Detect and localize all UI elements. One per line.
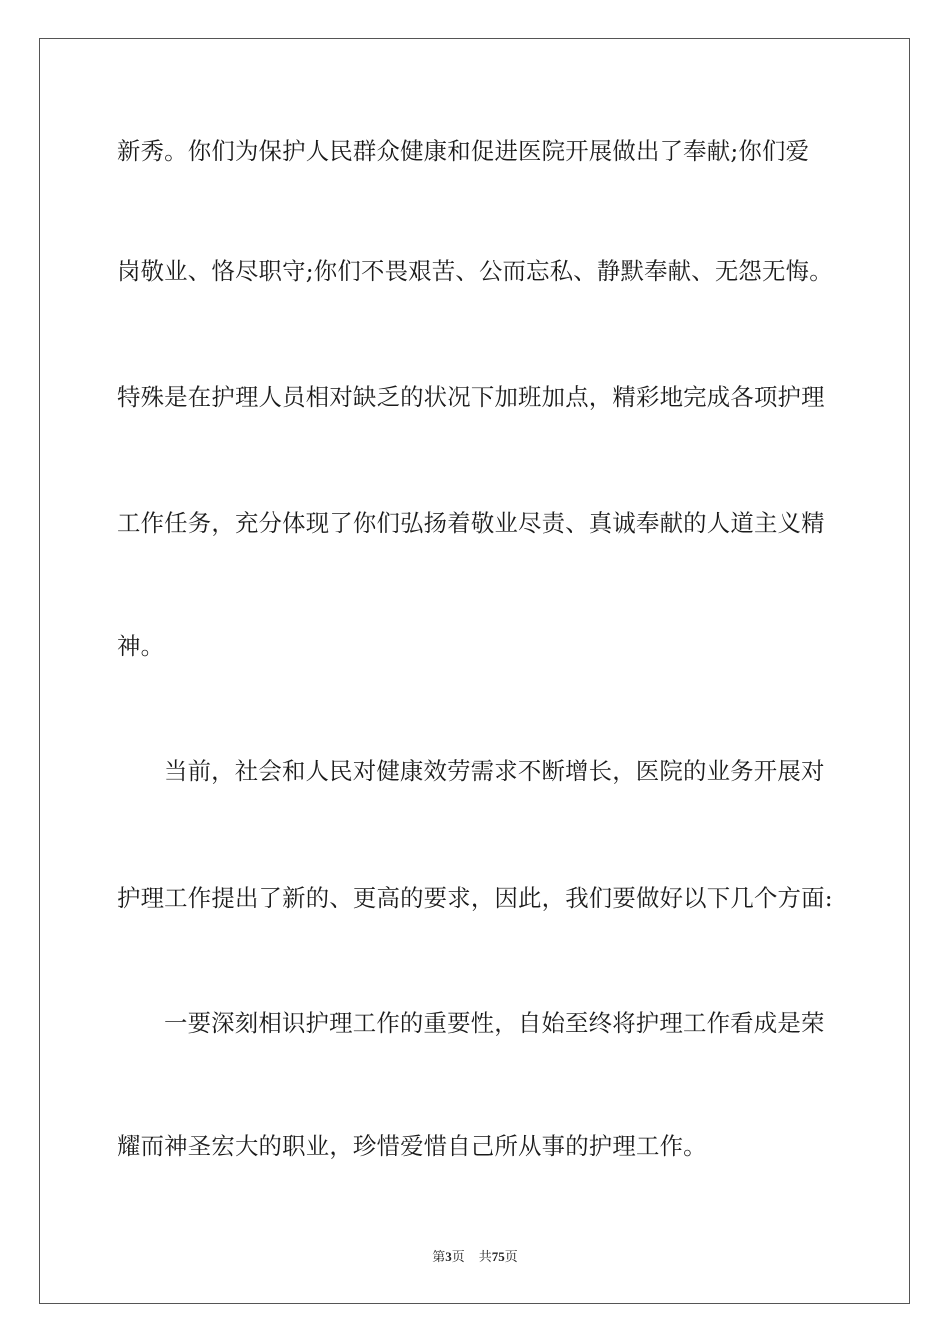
paragraph-line-1: 新秀。你们为保护人民群众健康和促进医院开展做出了奉献;你们爱 (117, 137, 810, 165)
paragraph-line-3: 特殊是在护理人员相对缺乏的状况下加班加点，精彩地完成各项护理 (117, 383, 825, 411)
paragraph-line-4: 工作任务，充分体现了你们弘扬着敬业尽责、真诚奉献的人道主义精 (117, 509, 825, 537)
total-prefix: 共 (478, 1250, 492, 1265)
paragraph-line-2: 岗敬业、恪尽职守;你们不畏艰苦、公而忘私、静默奉献、无怨无悔。 (117, 257, 833, 285)
paragraph-line-9: 耀而神圣宏大的职业，珍惜爱惜自己所从事的护理工作。 (117, 1132, 707, 1160)
paragraph-line-8: 一要深刻相识护理工作的重要性，自始至终将护理工作看成是荣 (164, 1009, 825, 1037)
paragraph-line-5: 神。 (117, 632, 165, 660)
page-border (39, 38, 910, 1304)
page-suffix: 页 (451, 1250, 465, 1265)
paragraph-line-6: 当前，社会和人民对健康效劳需求不断增长，医院的业务开展对 (164, 757, 825, 785)
paragraph-line-7: 护理工作提出了新的、更高的要求，因此，我们要做好以下几个方面: (117, 884, 833, 912)
total-suffix: 页 (504, 1250, 518, 1265)
total-pages: 75 (491, 1249, 505, 1264)
page-prefix: 第 (432, 1250, 446, 1265)
page-number: 3 (445, 1249, 452, 1264)
page-footer (0, 1248, 950, 1267)
